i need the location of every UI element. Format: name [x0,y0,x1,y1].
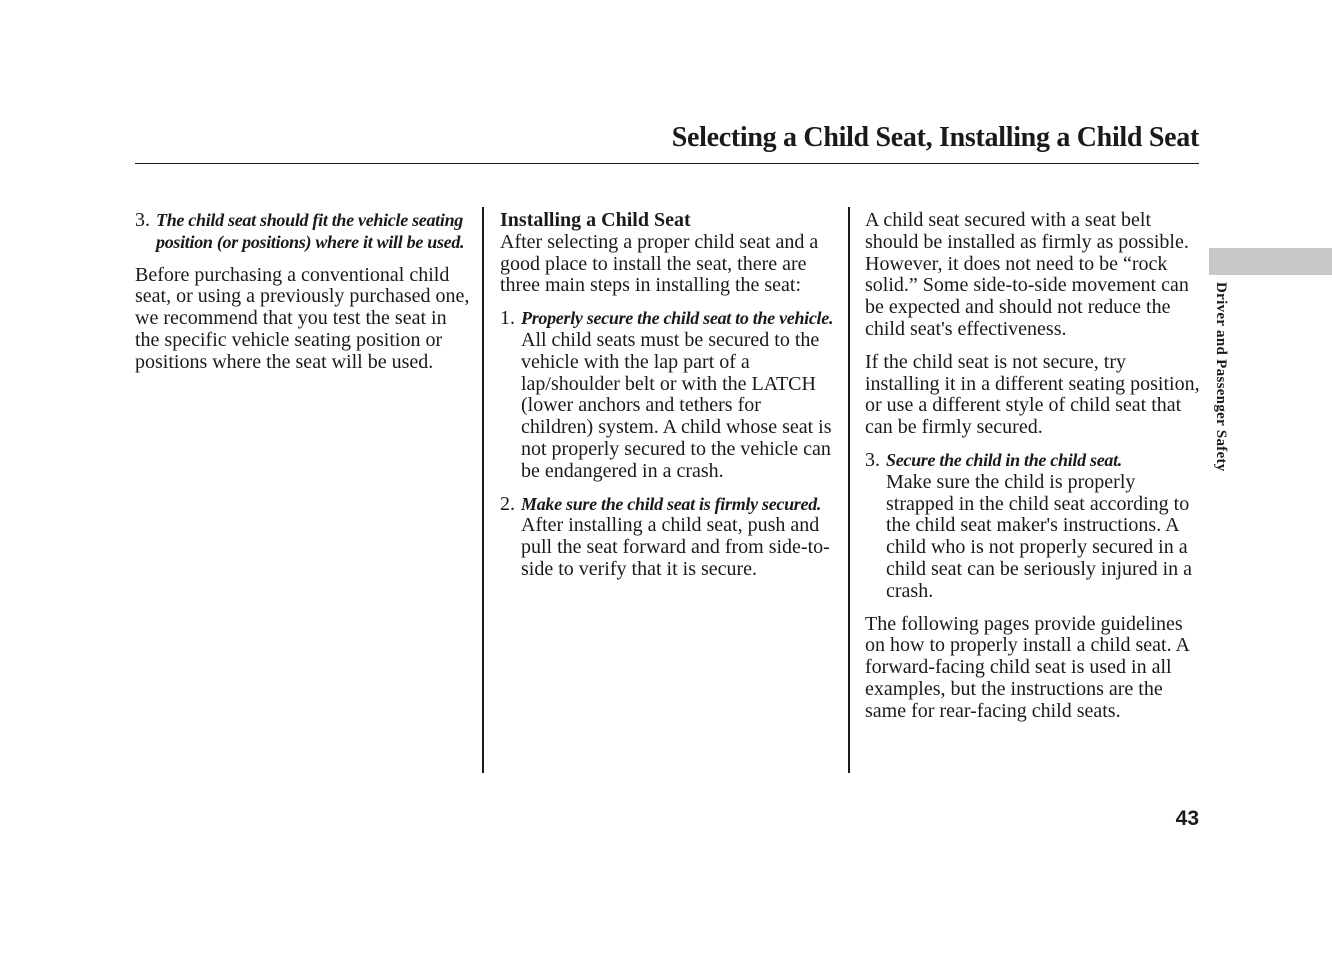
header-rule [135,163,1199,164]
section-side-label: Driver and Passenger Safety [1213,282,1229,472]
page-number: 43 [1175,807,1199,830]
step-text: All child seats must be secured to the vehicle with the lap part of a lap/shoulder belt or with the LATCH (lower anchors and tethers for children) system. A child whose seat is not properly secured to the vehicle can be endangered in a crash. [521,328,832,482]
column-divider [482,207,484,773]
paragraph: If the child seat is not secure, try installing it in a different seating position, or use a different style of child seat that can be firmly secured. [865,350,1200,439]
page-title: Selecting a Child Seat, Installing a Child Seat [671,122,1199,153]
step-item-2 [500,494,835,581]
item-emphasis: The child seat should fit the vehicle seating position (or positions) where it will be used. [156,210,465,252]
paragraph: Before purchasing a conventional child seat, or using a previously purchased one, we recommend that you test the seat in the specific vehicle seating position or positions where the seat will be used. [135,263,470,373]
step-text: Make sure the child is properly strapped in the child seat according to the child seat maker's instructions. A child who is not properly secured in a child seat can be seriously injured in a crash. [886,470,1193,602]
list-item-3 [135,210,473,254]
step-number: 3. [865,448,880,471]
step-emphasis: Make sure the child seat is firmly secured. [521,493,822,514]
step-item-3 [865,450,1205,603]
step-item-1 [500,308,835,482]
paragraph: The following pages provide guidelines on how to properly install a child seat. A forward-facing child seat is used in all examples, but the instructions are the same for rear-facing child seats. [865,612,1189,722]
paragraph: A child seat secured with a seat belt should be installed as firmly as possible. However, it does not need to be “rock solid.” Some side-to-side movement can be expected and should not reduce the child seat's effectiveness. [865,209,1189,340]
column-right [865,210,1205,734]
step-text: After installing a child seat, push and pull the seat forward and from side-to-side to verify that it is secure. [521,514,830,580]
column-divider [848,207,850,773]
column-left [135,210,473,385]
section-tab-marker [1209,248,1332,275]
step-emphasis: Secure the child in the child seat. [886,449,1123,470]
column-middle [500,210,835,592]
section-heading: Installing a Child Seat [500,209,691,231]
step-number: 1. [500,307,515,330]
step-number: 2. [500,492,515,515]
intro-text: After selecting a proper child seat and a good place to install the seat, there are three main steps in installing the seat: [500,230,819,297]
item-number: 3. [135,209,150,231]
step-emphasis: Properly secure the child seat to the vehicle. [521,308,834,329]
